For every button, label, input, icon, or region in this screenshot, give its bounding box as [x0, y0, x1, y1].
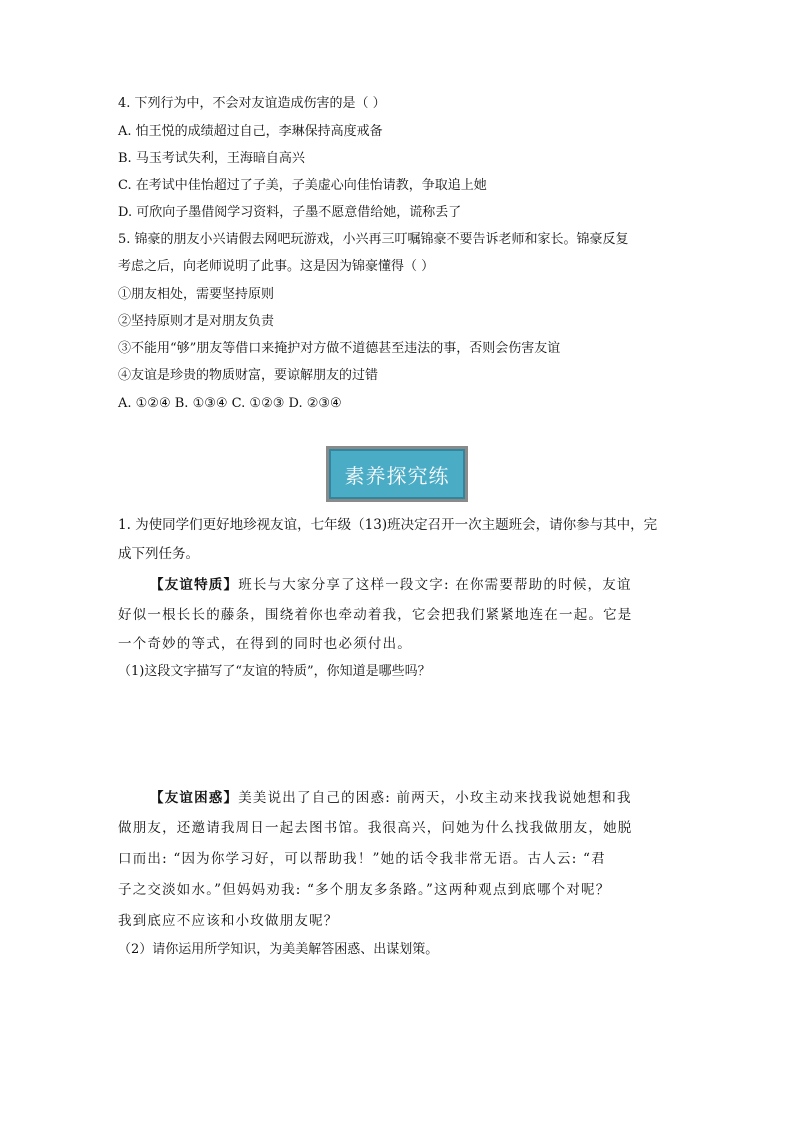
friendship-confusion-line5: 我到底应不应该和小玫做朋友呢？ — [118, 913, 339, 929]
friendship-confusion-line2: 做朋友，还邀请我周日一起去图书馆。我很高兴，问她为什么找我做朋友，她脱 — [118, 820, 633, 836]
question-4-option-c: C. 在考试中佳怡超过了子美，子美虚心向佳怡请教，争取追上她 — [118, 178, 487, 193]
section-banner-title: 素养探究练 — [329, 449, 465, 499]
question-2-prompt: （2）请你运用所学知识，为美美解答困惑、出谋划策。 — [118, 942, 439, 957]
question-5-item-3: ③不能用“够”朋友等借口来掩护对方做不道德甚至违法的事，否则会伤害友谊 — [118, 341, 561, 356]
friendship-traits-tag: 【友谊特质】 — [150, 577, 239, 593]
friendship-traits-line1 — [150, 573, 710, 593]
inquiry-intro-line1: 1. 为使同学们更好地珍视友谊，七年级（13)班决定召开一次主题班会，请你参与其中，完 — [118, 517, 658, 533]
question-5-item-2: ②坚持原则才是对朋友负责 — [118, 314, 275, 329]
question-5-answer-options: A. ①②④ B. ①③④ C. ①②③ D. ②③④ — [118, 396, 342, 411]
friendship-confusion-line4: 子之交淡如水。”但妈妈劝我: “多个朋友多条路。”这两种观点到底哪个对呢？ — [118, 882, 611, 898]
question-5-item-1: ①朋友相处，需要坚持原则 — [118, 287, 275, 302]
question-1-prompt: （1)这段文字描写了“友谊的特质”，你知道是哪些吗？ — [118, 664, 431, 679]
question-4-stem: 4. 下列行为中，不会对友谊造成伤害的是（ ） — [118, 96, 386, 111]
question-5-item-4: ④友谊是珍贵的物质财富，要谅解朋友的过错 — [118, 368, 379, 383]
friendship-traits-line3: 一个奇妙的等式，在得到的同时也必须付出。 — [118, 636, 412, 652]
question-5-stem-line2: 考虑之后，向老师说明了此事。这是因为锦豪懂得（ ） — [118, 259, 435, 274]
question-4-option-d: D. 可欣向子墨借阅学习资料，子墨不愿意借给她，谎称丢了 — [118, 205, 462, 220]
inquiry-intro-line2: 成下列任务。 — [118, 546, 199, 562]
friendship-confusion-text1: 美美说出了自己的困惑: 前两天，小玫主动来找我说她想和我 — [238, 790, 632, 806]
friendship-confusion-tag: 【友谊困惑】 — [150, 790, 239, 806]
section-banner — [326, 446, 468, 502]
question-5-stem-line1: 5. 锦豪的朋友小兴请假去网吧玩游戏，小兴再三叮嘱锦豪不要告诉老师和家长。锦豪反复 — [118, 232, 629, 247]
question-4-option-a: A. 怕王悦的成绩超过自己，李琳保持高度戒备 — [118, 124, 383, 139]
friendship-confusion-line1 — [150, 786, 710, 806]
friendship-confusion-line3: 口而出: “因为你学习好，可以帮助我！”她的话令我非常无语。古人云: “君 — [118, 851, 606, 867]
friendship-traits-text1: 班长与大家分享了这样一段文字: 在你需要帮助的时候，友谊 — [238, 577, 632, 593]
question-4-option-b: B. 马玉考试失利，王海暗自高兴 — [118, 151, 305, 166]
friendship-traits-line2: 好似一根长长的藤条，围绕着你也牵动着我，它会把我们紧紧地连在一起。它是 — [118, 607, 633, 623]
